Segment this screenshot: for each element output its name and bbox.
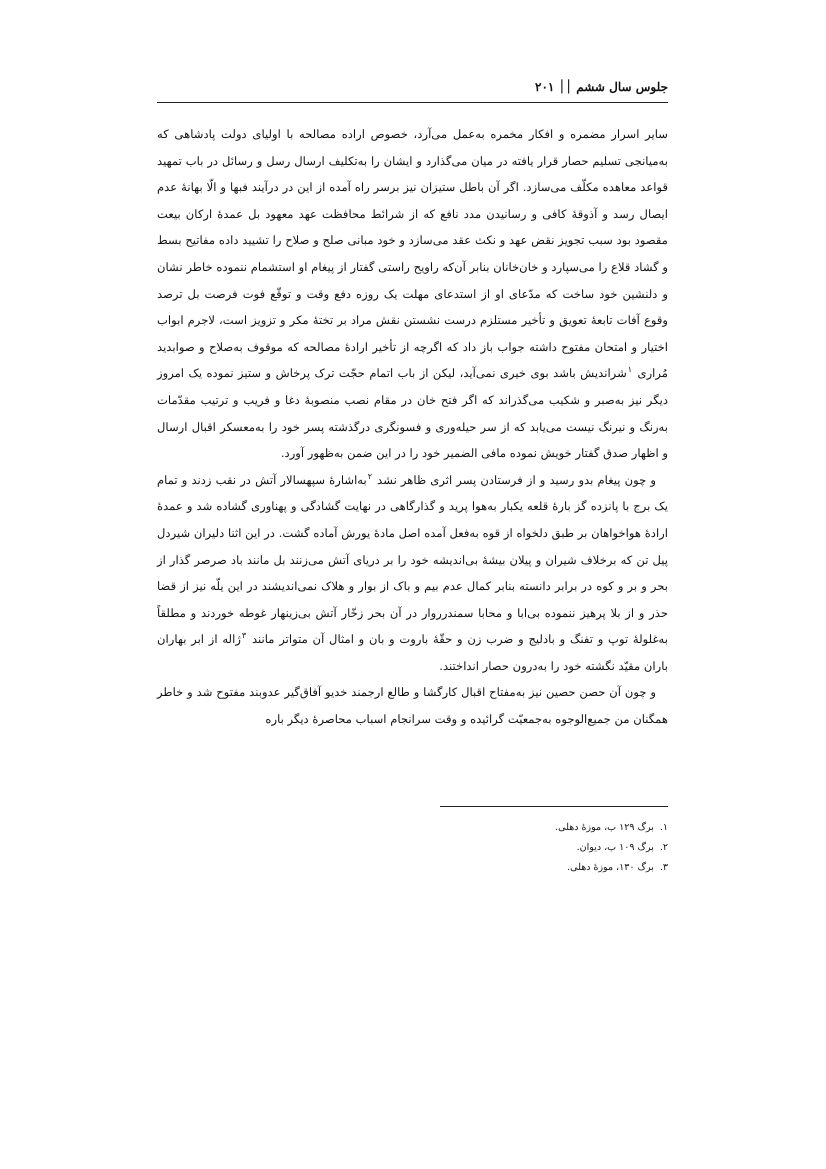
footnote-number: ۳. <box>659 862 668 873</box>
footnote-marker: ۲ <box>367 471 373 481</box>
paragraph-text: سایر اسرار مضمره و افکار مخمره به‌عمل می‌آرد، خصوص اراده مصالحه با اولیای دولت پادشاهی که به‌میانجی تسلیم حصار قرار یافته در میان می‌گذارد و ایشان را به‌تکلیف ارسال رسل و رسائل در باب تمهید قواعد معاهده مکلّف می‌سازد. اگر آن باطل ستیزان نیز برسر راه آمده از این در درآیند فبها و الّا بهانهٔ عدم ایصال رسد و آذوقهٔ کافی و رسانیدن مدد نافع که از شرائط محافظت عهد معهود بل عمدهٔ ارکان بیعت مقصود بود سبب تجویز نقض عهد و نکث عقد می‌سازد و خود مبانی صلح و صلاح را تشیید داده مفاتیح بسط و گشاد قلاع را می‌سپارد و خان‌خانان بنابر آن‌که راویح راستی گفتار از پیغام او استشمام ننموده خاطر نشان و دلنشین خود ساخت که مدّعای او از استدعای مهلت یک روزه دفع وقت و توقّع فوت فرصت بل ترصد وقوع آفات تابعهٔ تعویق و تأخیر مستلزم درست نشستن نقش مراد بر تختهٔ مکر و تزویز است، لاجرم ابواب اختیار و امتحان مفتوح داشته جواب باز داد که اگرچه از تأخیر ارادهٔ مصالحه که موقوف به‌صلاح و صوابدید مُراری <box>157 127 668 381</box>
footnote-divider <box>440 806 668 807</box>
footnote-list <box>157 818 668 878</box>
paragraph-3 <box>157 679 668 732</box>
footnote-text: برگ ۱۳۰، موزهٔ دهلی. <box>567 862 654 873</box>
footnote-marker: ۳ <box>241 631 247 641</box>
paragraph-text: و چون آن حصن حصین نیز به‌مفتاح اقبال کارگشا و طالع ارجمند خدیو آفاق‌گیر عدوبند مفتوح شد و خاطر همگنان من جمیع‌الوجوه به‌جمعیّت گرائیده و وقت سرانجام اسباب محاصرهٔ دیگر باره <box>157 685 668 727</box>
running-header: جلوس سال ششم ׀׀ ۲۰۱ <box>535 80 668 94</box>
footnote-marker: ۱ <box>627 365 633 375</box>
footnote-number: ۲. <box>659 842 668 853</box>
paragraph-text: شراندیش باشد بوی خیری نمی‌آید، لیکن از باب اتمام حجّت ترک پرخاش و ستیز نموده یک امروز دیگر نیز به‌صبر و شکیب می‌گذراند که اگر فتح خان در مقام نصب منصوبهٔ دغا و فریب و ترتیب مقدّمات به‌رنگ و نیرنگ نیست می‌یابد که از سر حیله‌وری و فسونگری درگذشته پسر خود را به‌معسکر اقبال ارسال و اظهار صدق گفتار خویش نموده مافی الضمیر خود را در این ضمن به‌ظهور آورد. <box>157 366 668 461</box>
paragraph-text: به‌اشارهٔ سپهسالار آتش در نقب زدند و تمام یک برج با پانزده گز بارهٔ قلعه یکبار به‌هوا پرید و گذارگاهی در نهایت گشادگی و پهناوری گشاده شد و عمدهٔ ارادهٔ هواخواهان بر طبق دلخواه از قوه به‌فعل آمده اصل مادهٔ یورش آماده گشت. در این اثنا دلیران شیردل پیل تن که برخلاف شیران و پیلان بیشهٔ بی‌اندیشه خود را بر دریای آتش می‌زنند بل مانند باد صرصر گذار از بحر و بر و کوه در برابر دانسته بنابر کمال عدم بیم و باک از بوار و هلاک نمی‌اندیشند در این یلّه نیز از قضا حذر و از بلا پرهیز ننموده بی‌ابا و محابا سمندرروار در آن بحر زخّار آتش بی‌زینهار غوطه خوردند و مطلقاً به‌غلولهٔ توپ و تفنگ و بادلیج و ضرب زن و حقّهٔ باروت و بان و امثال آن متواتر مانند <box>157 472 668 647</box>
footnote-text: برگ ۱۲۹ ب، موزهٔ دهلی. <box>555 822 654 833</box>
footnote-item <box>157 838 668 858</box>
paragraph-text: و چون پیغام بدو رسید و از فرستادن پسر اثری ظاهر نشد <box>373 472 657 487</box>
paragraph-1 <box>157 121 668 467</box>
book-page <box>157 0 668 1169</box>
paragraph-2 <box>157 467 668 680</box>
paragraph-text: ژاله از ابر بهاران باران مقیّد نگشته خود را به‌درون حصار انداختند. <box>157 632 668 673</box>
footnote-item <box>157 818 668 838</box>
footnote-number: ۱. <box>659 822 668 833</box>
main-text <box>157 121 668 733</box>
footnote-text: برگ ۱۰۹ ب، دیوان. <box>576 842 654 853</box>
header-divider <box>157 102 668 103</box>
footnote-item <box>157 858 668 878</box>
